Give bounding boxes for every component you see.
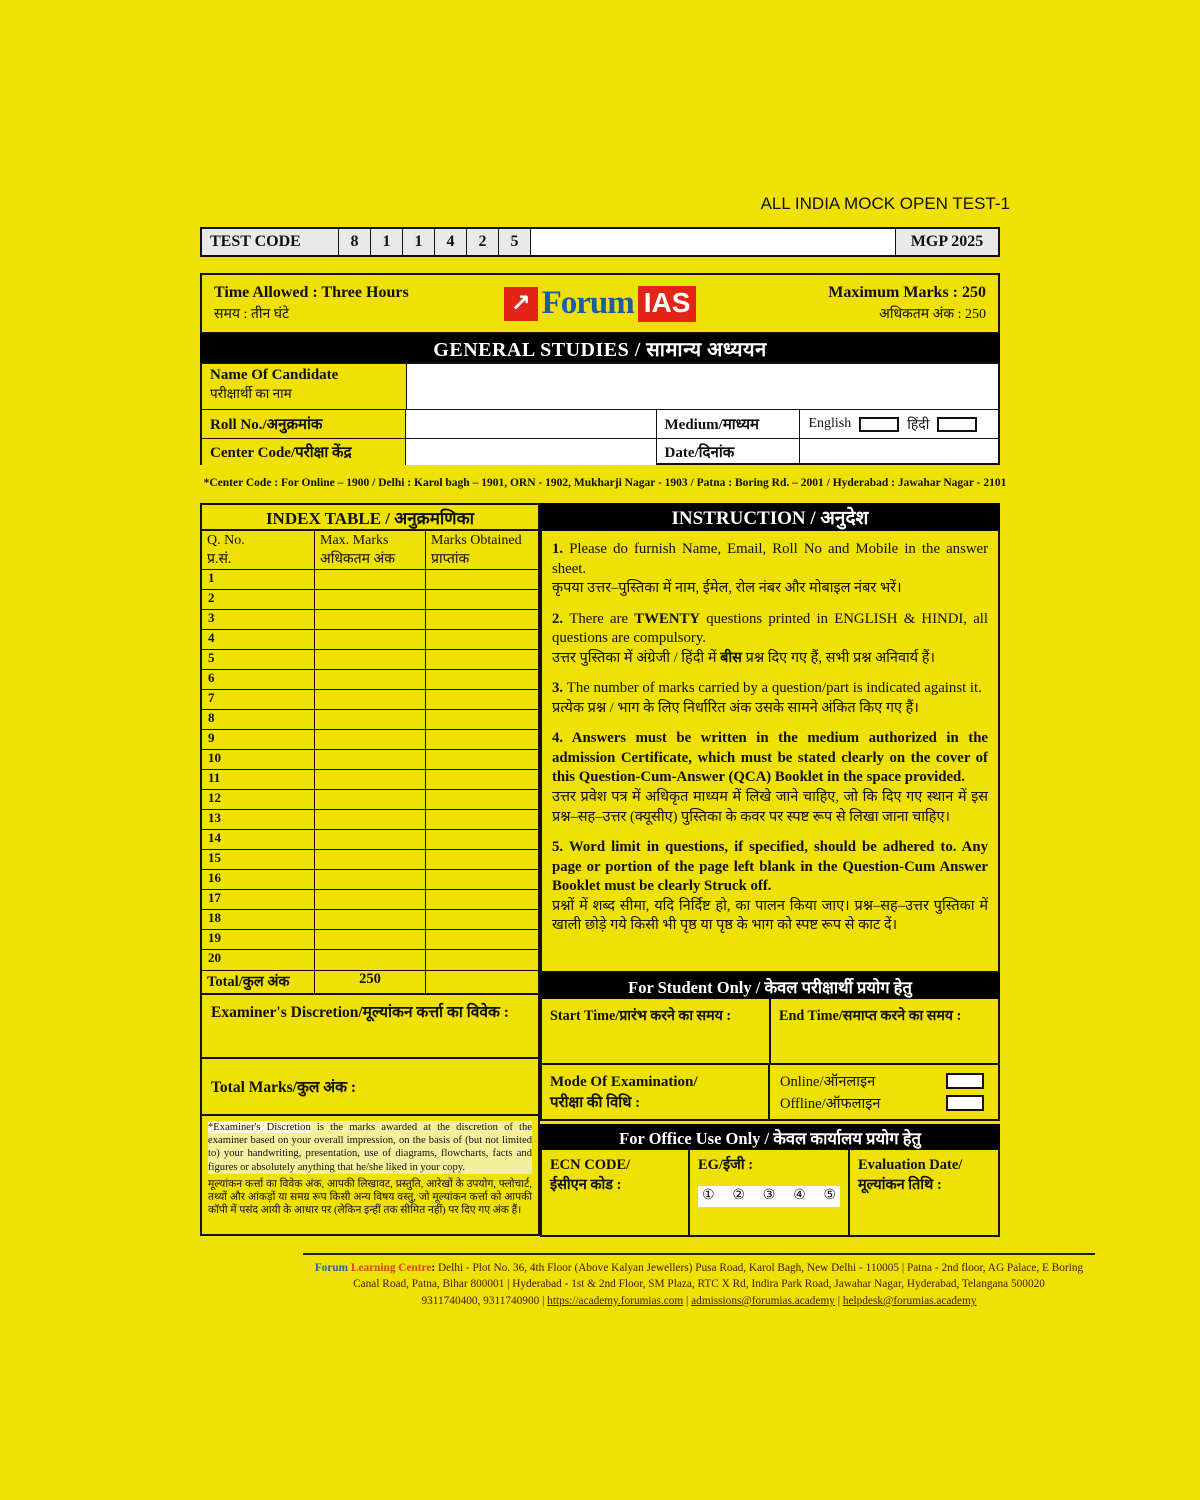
test-code-digit: 2	[467, 229, 499, 255]
time-allowed-hi: समय : तीन घंटे	[214, 307, 290, 322]
footer-contacts	[303, 1293, 1095, 1309]
test-code-row	[200, 227, 1000, 257]
marks-obtained-cell[interactable]	[426, 810, 538, 829]
candidate-details-table	[200, 362, 1000, 465]
footer-separator: |	[683, 1294, 692, 1307]
qno-cell: 17	[202, 890, 315, 909]
instruction-item: 3. The number of marks carried by a question/part is indicated against it. प्रत्येक प्रश्न / भाग के लिए निर्धारित अंक उसके सामने अंकित किए गए हैं।	[552, 680, 982, 716]
marks-obtained-cell[interactable]	[426, 690, 538, 709]
qno-cell: 3	[202, 610, 315, 629]
footer-brand-forum: Forum	[314, 1262, 349, 1274]
marks-obtained-cell[interactable]	[426, 590, 538, 609]
examiner-discretion-field[interactable]	[200, 995, 540, 1059]
center-code-label: Center Code/परीक्षा केंद्र	[210, 445, 352, 461]
index-table-title: INDEX TABLE / अनुक्रमणिका	[200, 503, 540, 531]
mode-options	[770, 1065, 998, 1119]
instruction-title: INSTRUCTION / अनुदेश	[540, 503, 1000, 531]
index-table-rows	[202, 570, 538, 970]
footer-brand-colon: :	[431, 1262, 436, 1274]
max-marks-cell[interactable]	[315, 870, 426, 889]
mode-label-en: Mode Of Examination/	[550, 1074, 698, 1090]
index-table-row	[202, 870, 538, 890]
eg-label: EG/ईजी :	[698, 1157, 754, 1173]
qno-cell: 7	[202, 690, 315, 709]
medium-label: Medium/माध्यम	[656, 410, 800, 438]
index-table-row	[202, 810, 538, 830]
candidate-name-field[interactable]	[407, 364, 998, 409]
max-marks-cell[interactable]	[315, 590, 426, 609]
qno-cell: 18	[202, 910, 315, 929]
max-marks-cell[interactable]	[315, 830, 426, 849]
max-marks-cell[interactable]	[315, 750, 426, 769]
footnote-en-rest: is the marks awarded at the discretion of the examiner based on your overall impression, on the basis of (but not limited to) your handwriting, presentation, use of diagrams, flowcharts, facts and figures or absolutely anything that he/she liked in your copy.	[208, 1122, 532, 1173]
eg-circle-number[interactable]: ⑤	[823, 1187, 836, 1203]
total-marks-field[interactable]	[200, 1059, 540, 1116]
qno-cell: 14	[202, 830, 315, 849]
marks-obtained-cell[interactable]	[426, 850, 538, 869]
subject-banner: GENERAL STUDIES / सामान्य अध्ययन	[200, 334, 1000, 362]
offline-label: Offline/ऑफलाइन	[780, 1096, 881, 1112]
qno-cell: 6	[202, 670, 315, 689]
qno-cell: 10	[202, 750, 315, 769]
ecn-label-hi: ईसीएन कोड :	[550, 1176, 622, 1193]
marks-obtained-cell[interactable]	[426, 750, 538, 769]
qno-cell: 4	[202, 630, 315, 649]
index-table-header-row	[202, 531, 538, 570]
mode-of-examination-row	[540, 1065, 1000, 1121]
examiner-discretion-label: Examiner's Discretion/मूल्यांकन कर्त्ता का विवेक :	[211, 1004, 509, 1021]
qno-cell: 15	[202, 850, 315, 869]
medium-hindi-label: हिंदी	[907, 417, 930, 433]
max-marks-cell[interactable]	[315, 690, 426, 709]
online-label: Online/ऑनलाइन	[780, 1074, 876, 1090]
instruction-item: 4. Answers must be written in the medium authorized in the admission Certificate, which must be stated clearly on the cover of this Question-Cum-Answer (QCA) Booklet in the space provided. उत्तर प्रवेश पत्र में अधिकृत माध्यम में लिखे जाने चाहिए, जो कि दिए गए स्थान में इस प्रश्न–सह–उत्तर (क्यूसीए) पुस्तिका के कवर पर स्पष्ट रूप से लिखा जाना चाहिए।	[552, 730, 988, 825]
index-table-row	[202, 570, 538, 590]
index-table-row	[202, 890, 538, 910]
col-max-marks: Max. Marks अधिकतम अंक	[315, 531, 426, 569]
marks-obtained-cell[interactable]	[426, 650, 538, 669]
center-code-label-cell	[202, 439, 406, 465]
index-table-row	[202, 630, 538, 650]
marks-obtained-cell[interactable]	[426, 950, 538, 970]
medium-english-checkbox[interactable]	[859, 417, 899, 432]
marks-obtained-cell[interactable]	[426, 770, 538, 789]
instruction-item: 2. There are TWENTY questions printed in ENGLISH & HINDI, all questions are compulsory. उत्तर पुस्तिका में अंग्रेजी / हिंदी में बीस प्रश्न दिए गए हैं, सभी प्रश्न अनिवार्य हैं।	[552, 610, 989, 666]
footer-address-line2: Canal Road, Patna, Bihar 800001 | Hyderabad - 1st & 2nd Floor, SM Plaza, RTC X Rd, Indira Park Road, Jawahar Nagar, Hyderabad, Telangana 500020	[353, 1278, 1045, 1291]
start-time-label: Start Time/प्रारंभ करने का समय :	[550, 1008, 732, 1024]
test-code-blank-field[interactable]	[531, 229, 896, 255]
center-code-field[interactable]	[406, 439, 656, 465]
mode-label-hi: परीक्षा की विधि :	[550, 1095, 641, 1111]
footer	[303, 1253, 1095, 1309]
qno-cell: 8	[202, 710, 315, 729]
office-use-banner: For Office Use Only / केवल कार्यालय प्रयोग हेतु	[540, 1124, 1000, 1150]
marks-obtained-cell[interactable]	[426, 670, 538, 689]
index-table-row	[202, 770, 538, 790]
max-marks-cell[interactable]	[315, 630, 426, 649]
index-table-row	[202, 670, 538, 690]
instruction-item: 5. Word limit in questions, if specified, should be adhered to. Any page or portion of the page left blank in the Question-Cum Answer Booklet must be clearly Struck off. प्रश्नों में शब्द सीमा, यदि निर्दिष्ट हो, का पालन किया जाए। प्रश्न–सह–उत्तर पुस्तिका में खाली छोड़े गये किसी भी पृष्ठ या पृष्ठ के भाग को स्पष्ट रूप से काट दें।	[552, 839, 988, 934]
examiner-discretion-footnote	[200, 1116, 540, 1236]
test-code-digit: 8	[339, 229, 371, 255]
maximum-marks-hi: अधिकतम अंक : 250	[879, 307, 986, 322]
office-use-row	[540, 1150, 1000, 1237]
index-table-row	[202, 790, 538, 810]
forumias-logo	[504, 285, 697, 322]
max-marks-cell[interactable]	[315, 610, 426, 629]
logo-ias-text: IAS	[638, 286, 697, 322]
marks-obtained-cell[interactable]	[426, 730, 538, 749]
eg-cell	[690, 1150, 850, 1235]
index-table-row	[202, 950, 538, 970]
qno-cell: 20	[202, 950, 315, 970]
col-marks-obtained: Marks Obtained प्राप्तांक	[431, 533, 522, 567]
col-qno: Q. No. प्र.सं.	[202, 531, 315, 569]
online-checkbox[interactable]	[946, 1073, 984, 1089]
marks-obtained-cell[interactable]	[426, 930, 538, 949]
index-table-row	[202, 610, 538, 630]
max-marks-cell[interactable]	[315, 950, 426, 970]
eg-circle-number[interactable]: ①	[702, 1187, 715, 1203]
candidate-name-label-en: Name Of Candidate	[210, 367, 339, 383]
student-times-row	[540, 999, 1000, 1065]
mode-label	[542, 1065, 770, 1119]
index-table-row	[202, 690, 538, 710]
start-time-field[interactable]	[542, 999, 771, 1063]
instruction-list	[540, 531, 1000, 973]
mock-test-title: ALL INDIA MOCK OPEN TEST-1	[760, 194, 1010, 213]
max-marks-cell[interactable]	[315, 730, 426, 749]
max-marks-cell[interactable]	[315, 570, 426, 589]
student-only-banner: For Student Only / केवल परीक्षार्थी प्रयोग हेतु	[540, 973, 1000, 999]
evaluation-date-label-hi: मूल्यांकन तिथि :	[858, 1176, 942, 1193]
total-marks-label: Total Marks/कुल अंक :	[211, 1079, 357, 1096]
marks-obtained-cell[interactable]	[426, 890, 538, 909]
footer-address-line1: Delhi - Plot No. 36, 4th Floor (Above Kalyan Jewellers) Pusa Road, Karol Bagh, New Delhi - 110005 | Patna - 2nd floor, AG Palace, E Boring	[437, 1262, 1084, 1274]
index-table-row	[202, 910, 538, 930]
logo-forum-text: Forum	[541, 285, 634, 321]
footer-brand-rest: Learning Centre	[350, 1262, 432, 1274]
index-table-row	[202, 710, 538, 730]
info-bar	[200, 273, 1000, 334]
date-label: Date/दिनांक	[656, 439, 800, 465]
marks-obtained-cell[interactable]	[426, 870, 538, 889]
qno-cell: 12	[202, 790, 315, 809]
medium-english-label: English	[808, 416, 852, 431]
max-marks-cell[interactable]	[315, 890, 426, 909]
max-marks-cell[interactable]	[315, 650, 426, 669]
roll-no-label-cell	[202, 410, 406, 438]
footer-link[interactable]: helpdesk@forumias.academy	[842, 1294, 977, 1307]
max-marks-cell[interactable]	[315, 910, 426, 929]
footer-link[interactable]: https://academy.forumias.com	[547, 1294, 684, 1307]
marks-obtained-cell[interactable]	[426, 790, 538, 809]
test-code-digit: 5	[499, 229, 531, 255]
date-field[interactable]	[799, 439, 998, 465]
qno-cell: 9	[202, 730, 315, 749]
max-marks-cell[interactable]	[315, 670, 426, 689]
test-code-digit: 4	[435, 229, 467, 255]
evaluation-date-field[interactable]	[850, 1150, 998, 1235]
footer-separator: |	[834, 1294, 843, 1307]
max-marks-cell[interactable]	[315, 810, 426, 829]
medium-options	[799, 410, 998, 438]
instruction-column	[540, 503, 1000, 1237]
maximum-marks-en: Maximum Marks : 250	[828, 284, 986, 301]
qno-cell: 16	[202, 870, 315, 889]
center-code-note: *Center Code : For Online – 1900 / Delhi : Karol bagh – 1901, ORN - 1902, Mukharji Nagar - 1903 / Patna : Boring Rd. – 2001 / Hyderabad : Jawahar Nagar - 2101	[203, 477, 1007, 489]
footer-address	[303, 1260, 1095, 1293]
eg-number-strip[interactable]	[698, 1186, 840, 1208]
index-table-row	[202, 930, 538, 950]
marks-obtained-cell[interactable]	[426, 910, 538, 929]
index-table	[200, 531, 540, 995]
medium-hindi-checkbox[interactable]	[937, 417, 977, 432]
eg-circle-number[interactable]: ④	[793, 1187, 806, 1203]
max-marks-cell[interactable]	[315, 770, 426, 789]
qno-cell: 11	[202, 770, 315, 789]
marks-obtained-cell[interactable]	[426, 830, 538, 849]
index-table-row	[202, 750, 538, 770]
total-label: Total/कुल अंक	[202, 971, 315, 993]
footnote-en	[208, 1121, 532, 1174]
footnote-en-highlight: *Examiner's Discretion	[208, 1122, 311, 1133]
ecn-code-field[interactable]	[542, 1150, 690, 1235]
maximum-marks	[696, 284, 986, 323]
qno-cell: 1	[202, 570, 315, 589]
marks-obtained-cell[interactable]	[426, 630, 538, 649]
qno-cell: 19	[202, 930, 315, 949]
roll-no-label: Roll No./अनुक्रमांक	[210, 417, 323, 433]
max-marks-cell[interactable]	[315, 930, 426, 949]
index-table-row	[202, 590, 538, 610]
logo-arrow-icon: ↗	[504, 287, 538, 321]
time-allowed-en: Time Allowed : Three Hours	[214, 284, 409, 301]
end-time-field[interactable]	[771, 999, 998, 1063]
candidate-name-label	[202, 364, 407, 409]
total-max-marks: 250	[315, 971, 426, 993]
footer-link[interactable]: admissions@forumias.academy	[691, 1294, 835, 1307]
test-code-digits	[339, 229, 531, 255]
footnote-hi: मूल्यांकन कर्त्ता का विवेक अंक, आपकी लिखावट, प्रस्तुति, आरेखों के उपयोग, फ्लोचार्ट, तथ्यों और आंकड़ों या समग्र रूप किसी अन्य विषय वस्तु, जो मूल्यांकन कर्त्ता को आपकी कॉपी में पसंद आयी के आधार पर (लेकिन इन्हीं तक सीमित नहीं) पर दिए गए अंक हैं।	[208, 1178, 532, 1217]
index-total-row	[202, 970, 538, 993]
index-table-row	[202, 830, 538, 850]
qno-cell: 2	[202, 590, 315, 609]
end-time-label: End Time/समाप्त करने का समय :	[779, 1008, 962, 1024]
index-table-row	[202, 850, 538, 870]
roll-no-field[interactable]	[406, 410, 656, 438]
evaluation-date-label-en: Evaluation Date/	[858, 1157, 963, 1173]
program-badge: MGP 2025	[896, 229, 998, 255]
test-code-digit: 1	[371, 229, 403, 255]
time-allowed	[214, 284, 504, 323]
candidate-name-label-hi: परीक्षार्थी का नाम	[210, 386, 292, 401]
instruction-item: 1. Please do furnish Name, Email, Roll No and Mobile in the answer sheet. कृपया उत्तर–पुस्तिका में नाम, ईमेल, रोल नंबर और मोबाइल नंबर भरें।	[552, 541, 989, 597]
test-code-label: TEST CODE	[202, 229, 339, 255]
index-table-row	[202, 730, 538, 750]
max-marks-cell[interactable]	[315, 710, 426, 729]
marks-obtained-cell[interactable]	[426, 710, 538, 729]
qno-cell: 13	[202, 810, 315, 829]
ecn-label-en: ECN CODE/	[550, 1157, 631, 1173]
eg-circle-number[interactable]: ③	[762, 1187, 776, 1203]
footer-phones: 9311740400, 9311740900	[421, 1294, 540, 1307]
index-table-row	[202, 650, 538, 670]
footer-separator: |	[539, 1294, 548, 1307]
max-marks-cell[interactable]	[315, 790, 426, 809]
qno-cell: 5	[202, 650, 315, 669]
eg-circle-number[interactable]: ②	[732, 1187, 745, 1203]
marks-obtained-cell[interactable]	[426, 570, 538, 589]
max-marks-cell[interactable]	[315, 850, 426, 869]
index-table-column	[200, 503, 540, 1236]
offline-checkbox[interactable]	[946, 1095, 984, 1111]
marks-obtained-cell[interactable]	[426, 610, 538, 629]
total-obtained-field[interactable]	[426, 971, 538, 993]
test-code-digit: 1	[403, 229, 435, 255]
